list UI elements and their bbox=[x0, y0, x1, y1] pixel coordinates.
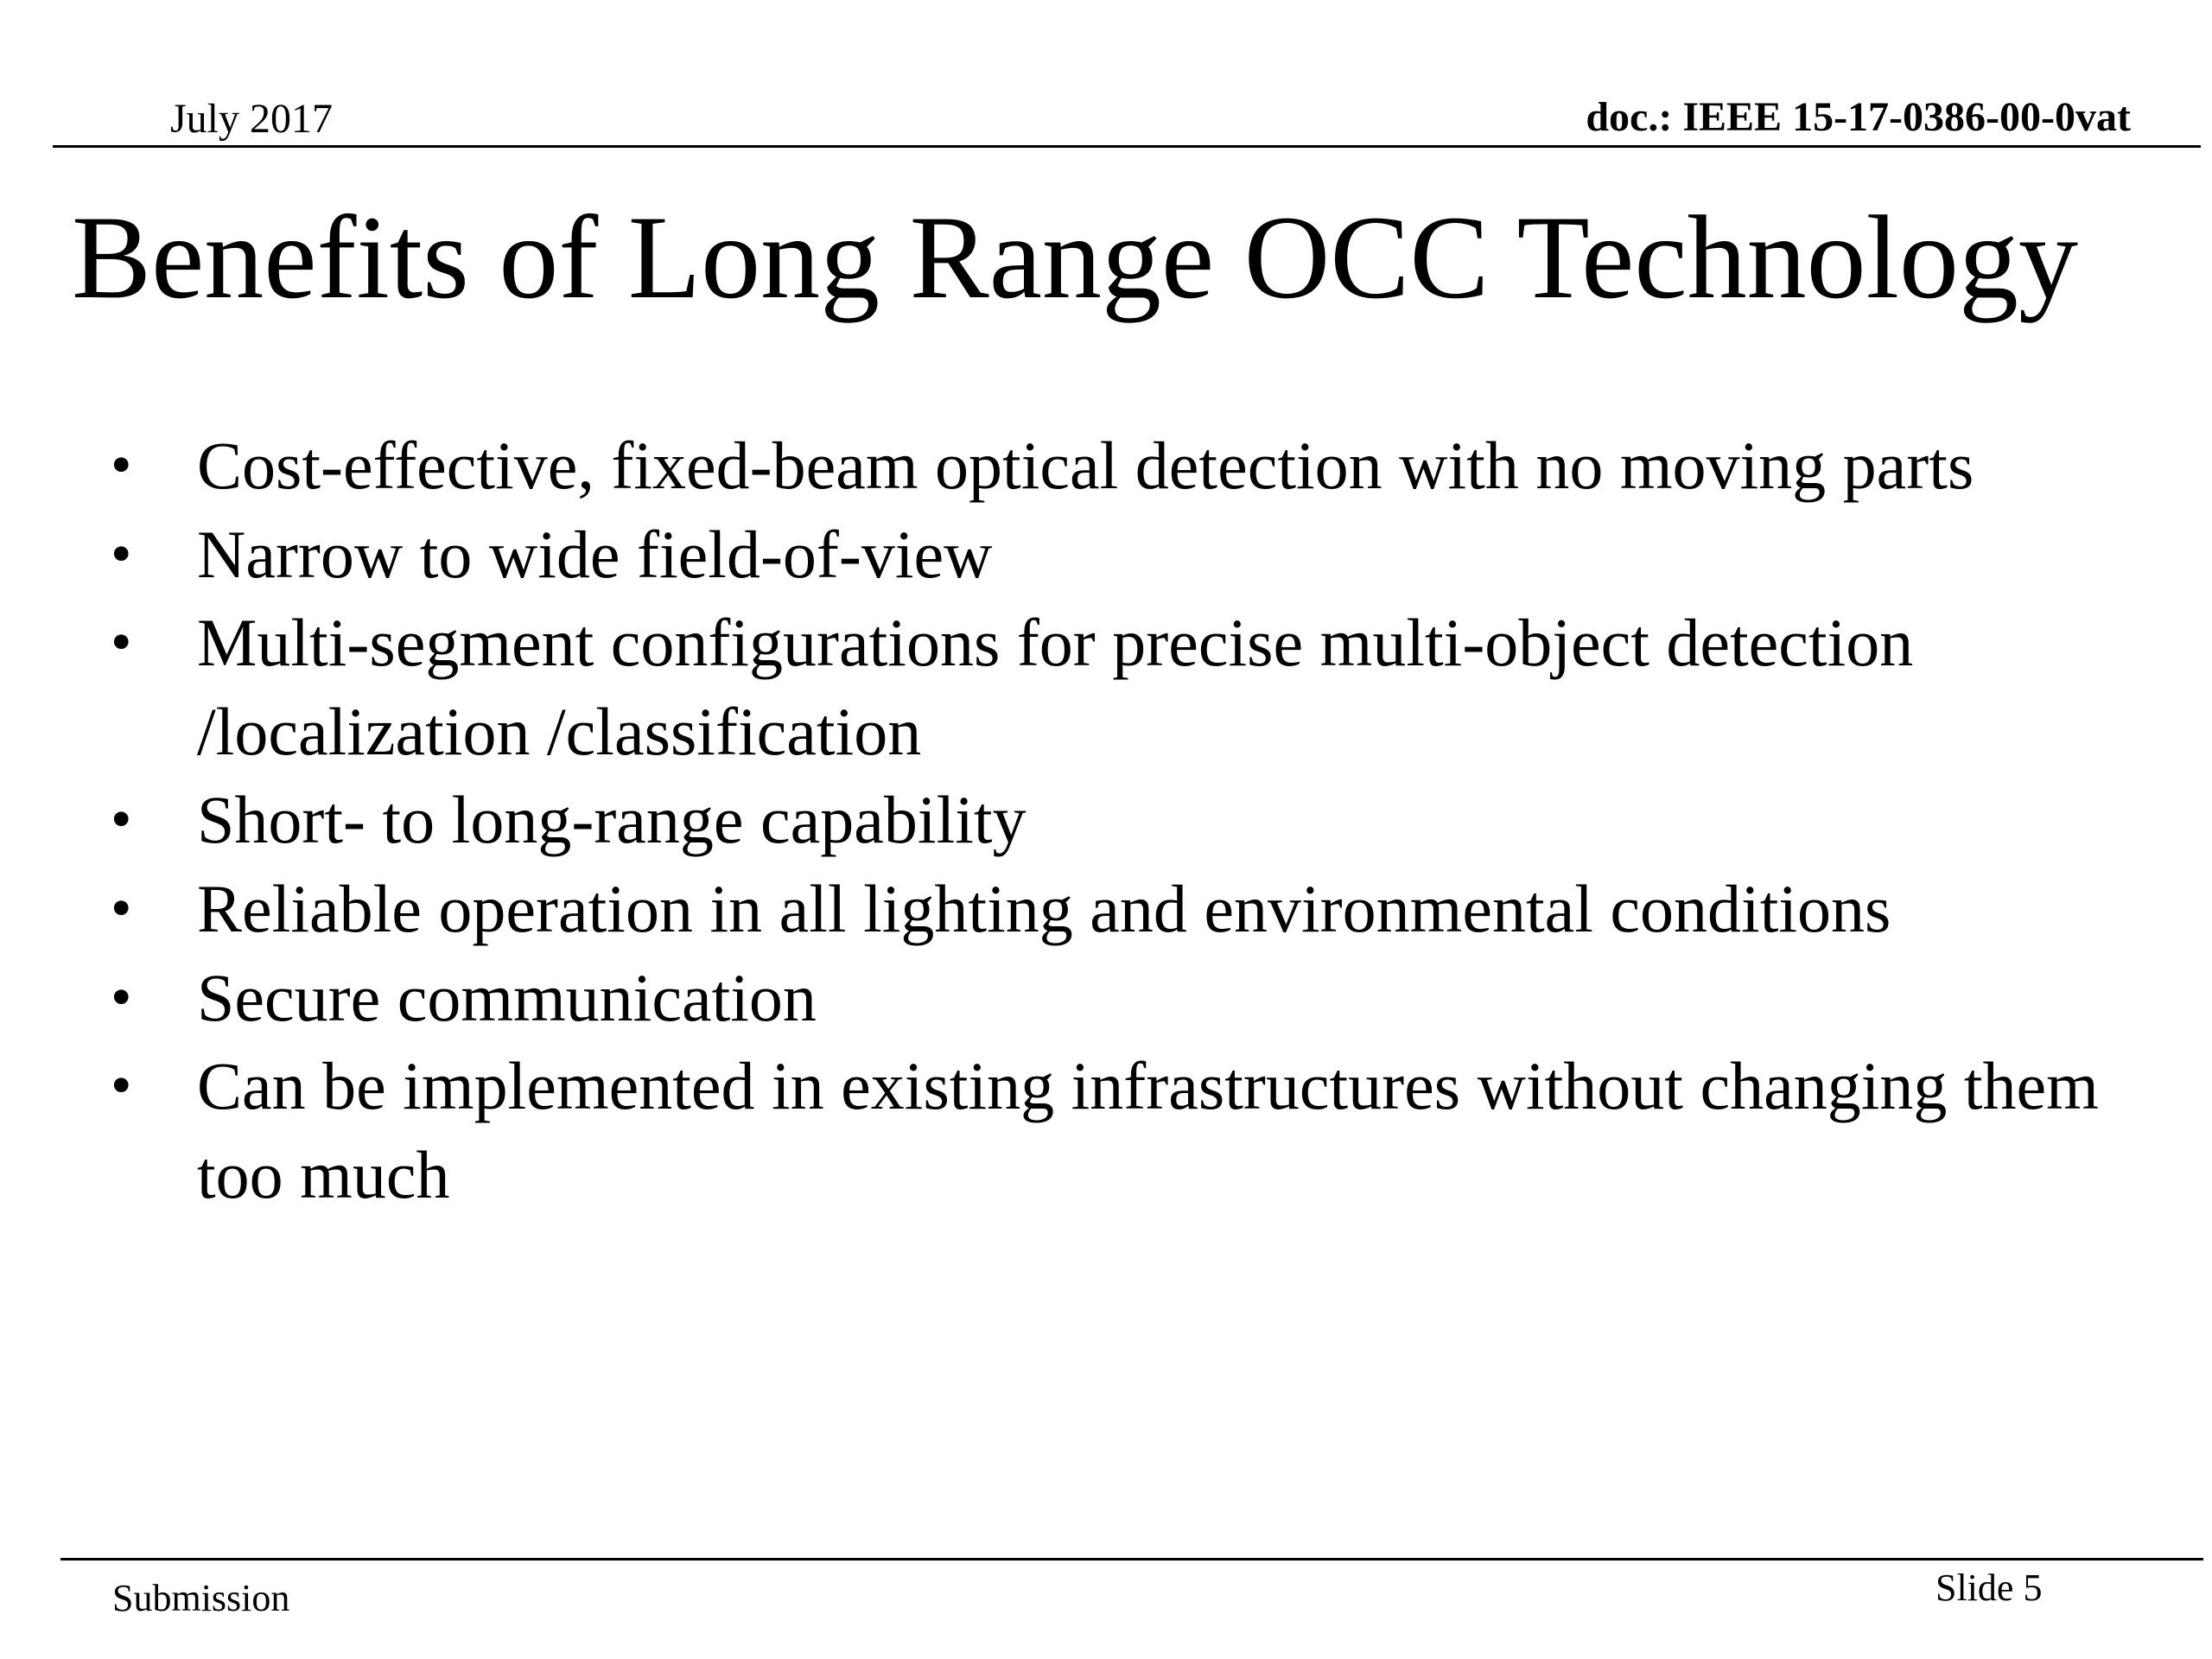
bullet-text: Can be implemented in existing infrastructures without changing them too much bbox=[197, 1048, 2099, 1212]
bullet-icon: • bbox=[111, 786, 132, 854]
bullet-item bbox=[111, 422, 2133, 511]
bullet-icon: • bbox=[111, 520, 132, 588]
header-date: July 2017 bbox=[170, 96, 334, 142]
bullet-text: Reliable operation in all lighting and environmental conditions bbox=[197, 870, 1891, 946]
bullet-icon: • bbox=[111, 609, 132, 677]
bullet-text: Cost-effective, fixed-beam optical detection with no moving parts bbox=[197, 428, 1974, 503]
bullet-icon: • bbox=[111, 963, 132, 1031]
bullet-text: Narrow to wide field-of-view bbox=[197, 516, 993, 592]
slide-title: Benefits of Long Range OCC Technology bbox=[72, 191, 2078, 323]
bullet-item bbox=[111, 776, 2133, 865]
footer-divider bbox=[60, 1558, 2203, 1560]
bullet-icon: • bbox=[111, 874, 132, 942]
bullet-item bbox=[111, 511, 2133, 600]
bullet-icon: • bbox=[111, 432, 132, 499]
bullet-item bbox=[111, 865, 2133, 954]
bullet-item bbox=[111, 599, 2133, 776]
footer-submission: Submission bbox=[112, 1577, 290, 1619]
bullet-item bbox=[111, 954, 2133, 1043]
bullet-text: Multi-segment configurations for precise multi-object detection /localization /classification bbox=[197, 605, 1914, 769]
bullet-text: Secure communication bbox=[197, 959, 817, 1035]
bullet-list bbox=[111, 422, 2133, 1219]
bullet-icon: • bbox=[111, 1052, 132, 1120]
header-divider bbox=[53, 145, 2201, 148]
bullet-text: Short- to long-range capability bbox=[197, 782, 1027, 858]
header-doc-id: doc.: IEEE 15-17-0386-00-0vat bbox=[1586, 94, 2131, 140]
slide-number: Slide 5 bbox=[1936, 1567, 2043, 1609]
bullet-item bbox=[111, 1042, 2133, 1219]
